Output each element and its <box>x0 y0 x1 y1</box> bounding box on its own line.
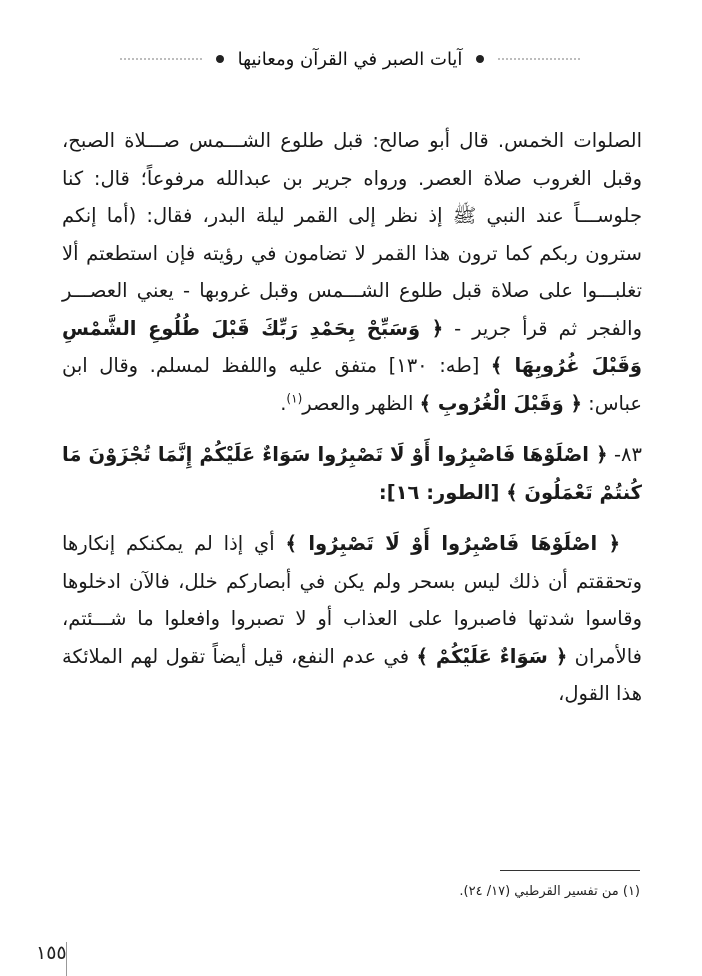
header-bullet-icon <box>216 55 224 63</box>
text-segment: أي إذا لم يمكنكم إنكارها وتحققتم أن ذلك ليس بسحر ولم يكن في أبصاركم خلل، فالآن ادخلوها وقاسوا شدتها فاصبروا على العذاب أو لا تصبروا وافعلوا ما شـــئتم، فالأمران <box>62 532 642 668</box>
main-text <box>62 122 642 713</box>
text-line: كما ترون هذا القمر لا تضامون في رؤيته فإن استطعتم <box>78 241 532 265</box>
verse-number: ٨٣- <box>607 443 642 466</box>
text-line: بن عبدالله مرفوعاً؛ قال: كنا جلوســـاً عند النبي ﷺ إذ <box>62 166 642 227</box>
quran-verse: ﴿ اصْلَوْهَا فَاصْبِرُوا أَوْ لَا تَصْبِرُوا سَوَاءٌ عَلَيْكُمْ إِنَّمَا تُجْزَوْنَ مَا كُنتُمْ تَعْمَلُونَ ﴾ <box>62 443 642 504</box>
paragraph-verse-83 <box>62 436 642 511</box>
quran-verse: ﴿ وَقَبْلَ الْغُرُوبِ ﴾ <box>419 391 582 415</box>
footnote: (١) من تفسير القرطبي (١٧/ ٢٤). <box>459 884 640 899</box>
header-dotted-rule-right <box>498 58 580 60</box>
header-dotted-rule-left <box>120 58 202 60</box>
text-segment: الظهر والعصر <box>302 391 420 415</box>
footnote-divider <box>500 870 640 871</box>
quran-verse: ﴿ وَسَبِّحْ بِحَمْدِ رَبِّكَ قَبْلَ طُلُوعِ الشَّمْسِ وَقَبْلَ غُرُوبِهَا ﴾ <box>62 316 642 377</box>
verse-reference: [طه: ١٣٠] متفق عليه واللفظ لمسلم. وقال ابن عباس: <box>62 354 642 415</box>
page-number: ١٥٥ <box>36 942 67 964</box>
paragraph-tafsir <box>62 525 642 713</box>
text-line: - يعني العصـــر والفجر ثم قرأ جرير - <box>62 279 642 340</box>
running-header-title: آيات الصبر في القرآن ومعانيها <box>237 48 463 70</box>
text-line: نظر إلى القمر ليلة البدر، فقال: (أما إنكم سترون ربكم <box>62 204 642 265</box>
text-segment: في عدم النفع، قيل أيضاً تقول لهم الملائكة هذا القول، <box>62 644 642 705</box>
quran-verse: ﴿ اصْلَوْهَا فَاصْبِرُوا أَوْ لَا تَصْبِرُوا ﴾ <box>285 532 620 555</box>
header-bullet-icon <box>476 55 484 63</box>
verse-reference: [الطور: ١٦]: <box>378 480 507 504</box>
footnote-marker[interactable]: (١) <box>286 391 303 405</box>
text-line: ألا تغلبـــوا على صلاة قبل طلوع الشـــمس وقبل غروبها <box>62 241 643 302</box>
text-line: الصلوات الخمس. قال أبو صالح: قبل طلوع الشـــمس <box>179 129 642 152</box>
text-segment: . <box>280 391 287 415</box>
text-line: صـــلاة الصبح، وقبل الغروب صلاة العصر. ورواه جرير <box>62 129 643 190</box>
quran-verse: ﴿ سَوَاءٌ عَلَيْكُمْ ﴾ <box>416 644 568 668</box>
running-header <box>120 44 580 74</box>
paragraph-hadith <box>62 122 642 422</box>
